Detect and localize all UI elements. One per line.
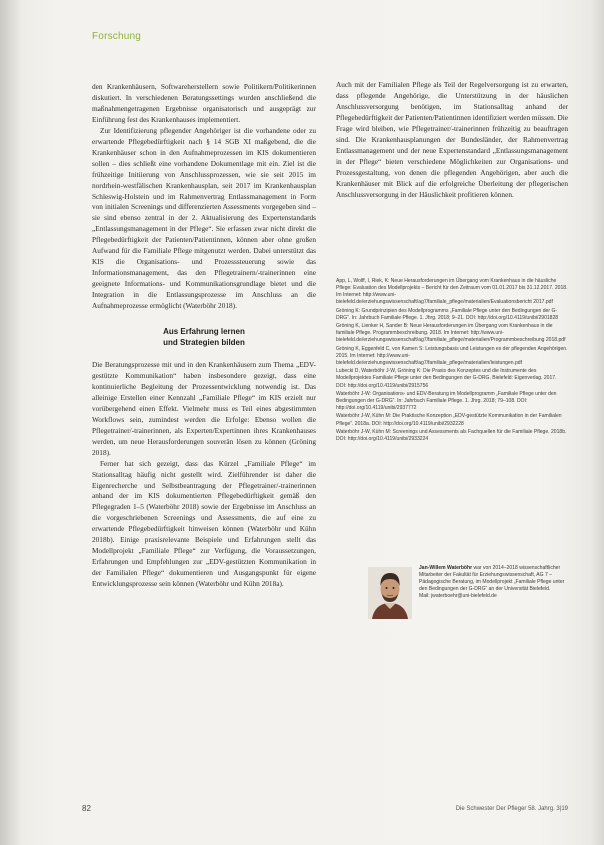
author-mail: Mail: jwaterboehr@uni-bielefeld.de: [419, 593, 497, 600]
author-bio: [419, 565, 567, 600]
reference-item: Gröning K, Eggenfeld C, von Kamen S: Leistungsbasis und Leistungen es der pflegenden Angehörigen. 2015. Im Internet: http://www.uni-bielefeld.de/erziehungswissenschaft/ag7/familiale_pflege/materialien/leistungen.pdf: [336, 345, 568, 366]
portrait-image: [368, 567, 412, 619]
author-portrait: [368, 567, 412, 619]
body-paragraph: Zur Identifizierung pflegender Angehöriger ist die vorhandene oder zu erwartende Pflegebedürftigkeit nach § 14 SGB XI maßgebend, die die Krankenhäuser schon in den Aufnahmeprozessen im KIS dokumentieren sollen – dies schließt eine vorhandene Dokumentlage mit ein. Ziel ist die frühzeitige Initiierung von Anschlussprozessen, wie sie seit 2015 im nordrhein-westfälischen Krankenhausplan, seit 2017 im Krankenhausplan Schleswig-Holstein und im Rahmenvertrag Entlassmanagement in Form von initialen Screenings und differenzierten Assessments vorgegeben sind – sie sind ebenso zentral in der 2. Aktualisierung des Expertenstandards „Entlassungsmanagement in der Pflege“. Sie erfassen zwar nicht direkt die Pflegebedürftigkeit der Patienten/Patientinnen, können aber ohne großen Aufwand für die Familiale Pflege mitgenutzt werden. Dabei unterstützt das KIS die Organisations- und Prozesssteuerung sowie das Informationsmanagement, das den Pflegetrainern/-trainerinnen eine geeignete Informations- und Kommunikationsgrundlage bietet und die Integration in die Entlassungsprozesse im Anschluss an die Aufnahmeprozesse ermöglicht (Waterböhr 2018).: [92, 125, 316, 311]
subheading-line: und Strategien bilden: [163, 338, 245, 348]
journal-footer: Die Schwester Der Pfleger 58. Jahrg. 3|19: [455, 806, 568, 812]
reference-list: [336, 278, 568, 444]
subheading-line: Aus Erfahrung lernen: [163, 327, 245, 337]
reference-item: Gröning K: Grundprinzipien des Modellprogramms „Familiale Pflege unter den Bedingungen der G-DRG“. In: Jahrbuch Familiale Pflege. 1. Jhrg. 2018; 9–21. DOI: http://doi.org/10.4119/unibi/2901828: [336, 307, 559, 321]
reference-item: Waterböhr J-W, Kühn M: Screenings und Assessments als Fachquellen für die Familiale Pflege. 2018b. DOI: http://doi.org/10.4119/unibi/2933224: [336, 428, 567, 442]
section-header: Forschung: [92, 31, 142, 42]
reference-item: Gröning K, Lienker H, Sander B: Neue Herausforderungen im Übergang vom Krankenhaus in die familiale Pflege. Programmbeschreibung. 2018. Im Internet: http://www.uni-bielefeld.de/erziehungswissenschaft/ag7/familiale_pflege/materialien/Programmbeschreibung 2018.pdf: [336, 323, 566, 344]
body-paragraph: Die Beratungsprozesse mit und in den Krankenhäusern zum Thema „EDV-gestützte Kommunikation“ haben insbesondere gezeigt, dass eine kontinuierliche Begleitung der Prozessentwicklung notwendig ist. Das alleinige Erstellen einer Kennzahl „Familiale Pflege“ im KIS erzielt nur vorübergehend einen Effekt. Vielmehr muss es Teil eines abgestimmten Workflows sein, zumindest werden die Erfolge: Ebenso wollen die Pflegetrainer/-trainerinnen, als Experten/Expertinnen ihres Krankenhauses werden, um neue Herausforderungen souverän lösen zu können (Gröning 2018).: [92, 360, 316, 457]
reference-item: Lubecki D, Waterböhr J-W, Gröning K: Die Praxis des Konzeptes und die Instrumente des Modellprojektes Familiale Pflege unter den Bedingungen der G-DRG. Bielefeld: Eigenverlag. 2017. DOI: http://doi.org/10.4119/unibi/2915756: [336, 368, 557, 389]
body-paragraph: Auch mit der Familialen Pflege als Teil der Regelversorgung ist zu erwarten, dass pflegende Angehörige, die Unterstützung in der häuslichen Anschlussversorgung benötigen, im Stationsalltag anhand der Pflegebedürftigkeit der Patienten/Patientinnen identifiziert werden müssen. Die Frage wird bleiben, wie Pflegetrainer/-trainerinnen frühzeitig zu beauftragen sind. Die Krankenhausplanungen der Bundesländer, der Rahmenvertrag Entlassmanagement und der neue Expertenstandard „Entlassungsmanagement in der Pflege“ bieten verschiedene Möglichkeiten zur Organisations- und Prozessgestaltung, von denen die pflegenden Angehörigen, aber auch die Krankenhäuser mit Blick auf die erfolgreiche Überleitung der pflegerischen Anschlussversorgung in der Häuslichkeit profitieren können.: [336, 80, 569, 199]
reference-item: Waterböhr J-W, Kühn M: Die Praktische Konzeption „EDV-gestützte Kommunikation in der Familialen Pflege“. 2018a. DOI: http://doi.org/10.4119/unibi/2932228: [336, 413, 562, 427]
page-number: 82: [82, 804, 91, 813]
author-description: war von 2014–2018 wissenschaftlicher Mitarbeiter der Fakultät für Erziehungswissenschaft, AG 7 – Pädagogische Beratung, im Modellprojekt „Familiale Pflege unter den Bedingungen der G-DRG“ an der Universität Bielefeld.: [419, 565, 565, 593]
author-name: Jan-Willem Waterböhr: [419, 565, 473, 571]
body-paragraph: den Krankenhäusern, Softwareherstellern sowie Politikern/Politikerinnen diskutiert. In verschiedenen Beratungssettings wurden anschließend die maßnahmengetragenen Ergebnisse organisatorisch und ausgeprägt zur Einführung fest des Krankenhauses implementiert.: [92, 82, 316, 124]
left-column: [92, 82, 316, 590]
reference-item: Waterböhr J-W: Organisations- und EDV-Beratung im Modellprogramm „Familiale Pflege unter den Bedingungen der G-DRG“. In: Jahrbuch Familiale Pflege. 1. Jhrg. 2018; 79–108. DOI: http://doi.org/10.4119/unibi/2937772: [336, 390, 557, 412]
body-paragraph: Ferner hat sich gezeigt, dass das Kürzel „Familiale Pflege“ im Stationsalltag häufig nicht gestellt wird. Zielführender ist daher die Eigenrecherche und Selbstbeantragung der Pflegetrainer/-trainerinnen anhand der im KIS dokumentierten Pflegebedürftigkeit gemäß den Pflegegraden 1–5 (Waterböhr 2018) sowie der Ergebnisse im Anschluss an die vorgeschriebenen Screenings und Assessments, die auf eine zu erwartende Pflegebedürftigkeit hinweisen können (Waterböhr und Kühn 2018b). Einige praxisrelevante Beispiele und Erfahrungen stellt das Modellprojekt „Familiale Pflege“ zur Verfügung, die Voraussetzungen, Erfahrungen und Empfehlungen zur „EDV-gestützten Kommunikation in der Familialen Pflege“ dokumentieren und Ausgangspunkt für eigene Entwicklungsprozesse sein können (Waterböhr und Kühn 2018a).: [92, 458, 316, 589]
author-box: [346, 565, 566, 647]
right-column: [336, 80, 568, 200]
section-subheading: [92, 326, 316, 348]
reference-item: App, L, Wolff, I, Riek, K: Neue Herausforderungen im Übergang vom Krankenhaus in die häusliche Pflege: Evaluation des Modellprojekts – Bericht für den Zeitraum vom 01.01.2017 bis 31.12.2017. 2018. Im Internet: http://www.uni-bielefeld.de/erziehungswissenschaft/ag7/familiale_pflege/materialien/Evaluationsbericht 2017.pdf: [336, 278, 568, 306]
